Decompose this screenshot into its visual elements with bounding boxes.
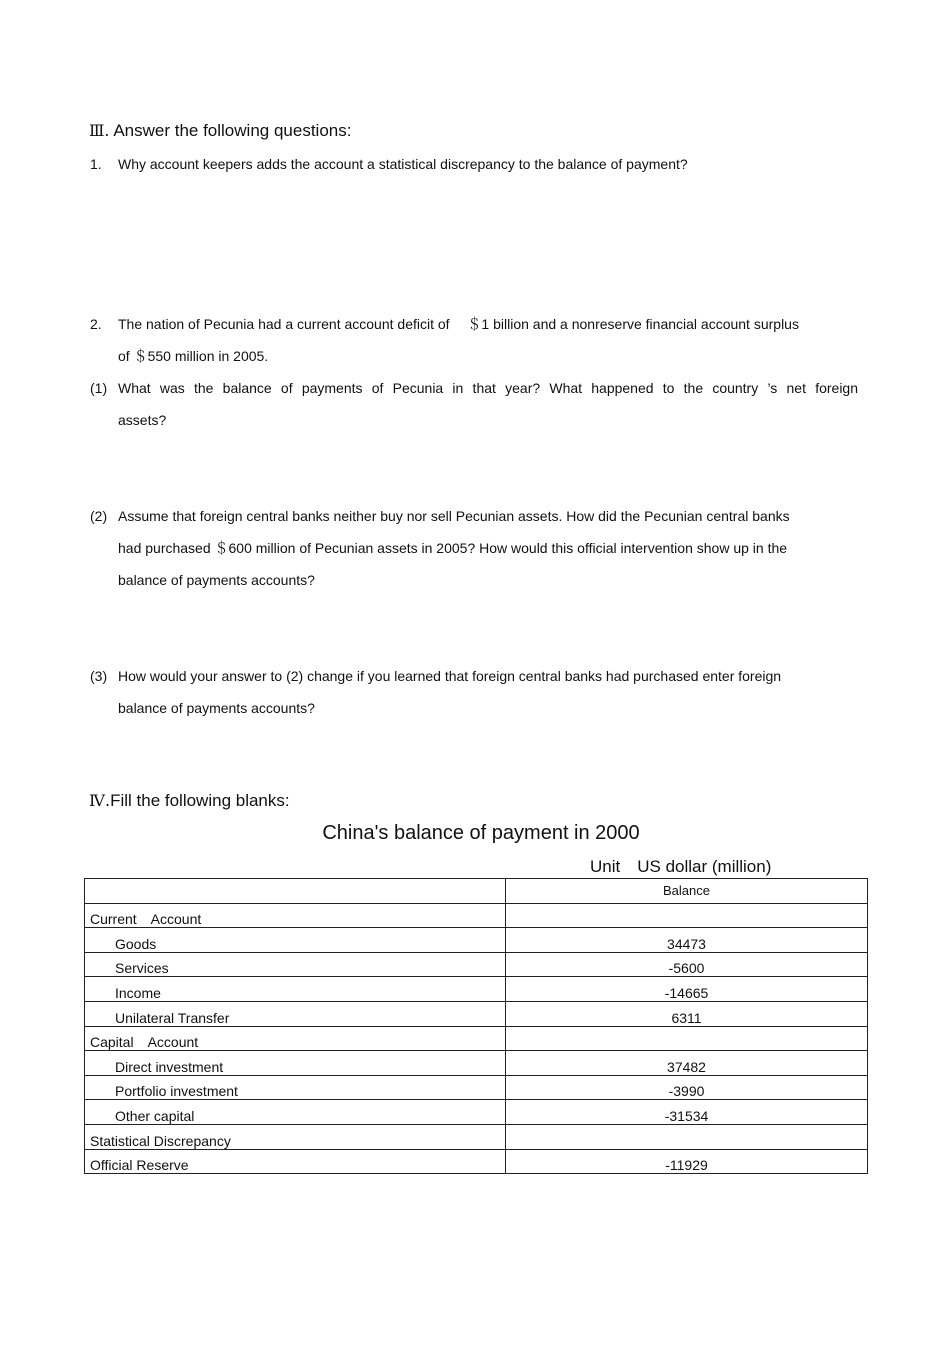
row-label: Income xyxy=(85,977,506,1002)
section-numeral: Ⅲ. xyxy=(89,121,110,140)
table-row xyxy=(85,1051,868,1076)
table-row xyxy=(85,952,868,977)
q2-2-line3: balance of payments accounts? xyxy=(118,572,315,588)
section-heading-text: Answer the following questions: xyxy=(113,121,352,140)
q2-1-line2: assets? xyxy=(118,412,167,428)
row-label: Unilateral Transfer xyxy=(85,1001,506,1026)
q2-1-line1-text: What was the balance of payments of Pecunia in that year? What happened to the country ’s net foreign xyxy=(118,380,858,396)
table-title: China's balance of payment in 2000 xyxy=(322,822,640,844)
section-4-heading xyxy=(89,791,290,811)
row-value: -31534 xyxy=(506,1100,868,1125)
row-value: -5600 xyxy=(506,952,868,977)
section-3-heading xyxy=(89,121,351,141)
table-row xyxy=(85,1149,868,1174)
column-header-balance: Balance xyxy=(506,879,868,904)
section-heading-text: Fill the following blanks: xyxy=(110,791,290,810)
q2-line2: of ＄550 million in 2005. xyxy=(118,348,269,364)
row-label: Direct investment xyxy=(85,1051,506,1076)
row-value[interactable] xyxy=(506,1026,868,1051)
table-row xyxy=(85,1100,868,1125)
row-label: Goods xyxy=(85,928,506,953)
table-row xyxy=(85,977,868,1002)
row-label: Official Reserve xyxy=(85,1149,506,1174)
table-row xyxy=(85,928,868,953)
row-value[interactable] xyxy=(506,1124,868,1149)
row-value[interactable] xyxy=(506,903,868,928)
row-value: -11929 xyxy=(506,1149,868,1174)
row-label: Other capital xyxy=(85,1100,506,1125)
balance-of-payment-table xyxy=(84,878,868,1174)
row-label: Services xyxy=(85,952,506,977)
section-numeral: Ⅳ. xyxy=(89,791,111,810)
q2-2-number: (2) xyxy=(90,508,108,524)
row-value: -3990 xyxy=(506,1075,868,1100)
table-row xyxy=(85,1001,868,1026)
q2-2-line2: had purchased ＄600 million of Pecunian assets in 2005? How would this official intervention show up in the xyxy=(118,540,788,556)
row-label: Portfolio investment xyxy=(85,1075,506,1100)
table-row xyxy=(85,1075,868,1100)
q2-line1: The nation of Pecunia had a current account deficit of ＄1 billion and a nonreserve financial account surplus xyxy=(118,316,799,332)
q2-2-line1: Assume that foreign central banks neither buy nor sell Pecunian assets. How did the Pecunian central banks xyxy=(118,508,790,524)
row-label: Statistical Discrepancy xyxy=(85,1124,506,1149)
q2-3-line2: balance of payments accounts? xyxy=(118,700,315,716)
q2-number: 2. xyxy=(90,316,102,332)
q2-3-line1: How would your answer to (2) change if you learned that foreign central banks had purchased enter foreign xyxy=(118,668,782,684)
table-row xyxy=(85,1124,868,1149)
header-blank-cell xyxy=(85,879,506,904)
q2-3-number: (3) xyxy=(90,668,108,684)
row-value: -14665 xyxy=(506,977,868,1002)
row-label: Capital Account xyxy=(85,1026,506,1051)
table-row xyxy=(85,1026,868,1051)
q1-text: Why account keepers adds the account a statistical discrepancy to the balance of payment? xyxy=(118,156,688,172)
table-unit: Unit US dollar (million) xyxy=(590,857,772,876)
q2-1-number: (1) xyxy=(90,380,108,396)
row-value: 6311 xyxy=(506,1001,868,1026)
table-row xyxy=(85,903,868,928)
row-value: 34473 xyxy=(506,928,868,953)
row-label: Current Account xyxy=(85,903,506,928)
q1-number: 1. xyxy=(90,156,102,172)
q2-1-line1 xyxy=(118,380,858,396)
table-header-row xyxy=(85,879,868,904)
row-value: 37482 xyxy=(506,1051,868,1076)
